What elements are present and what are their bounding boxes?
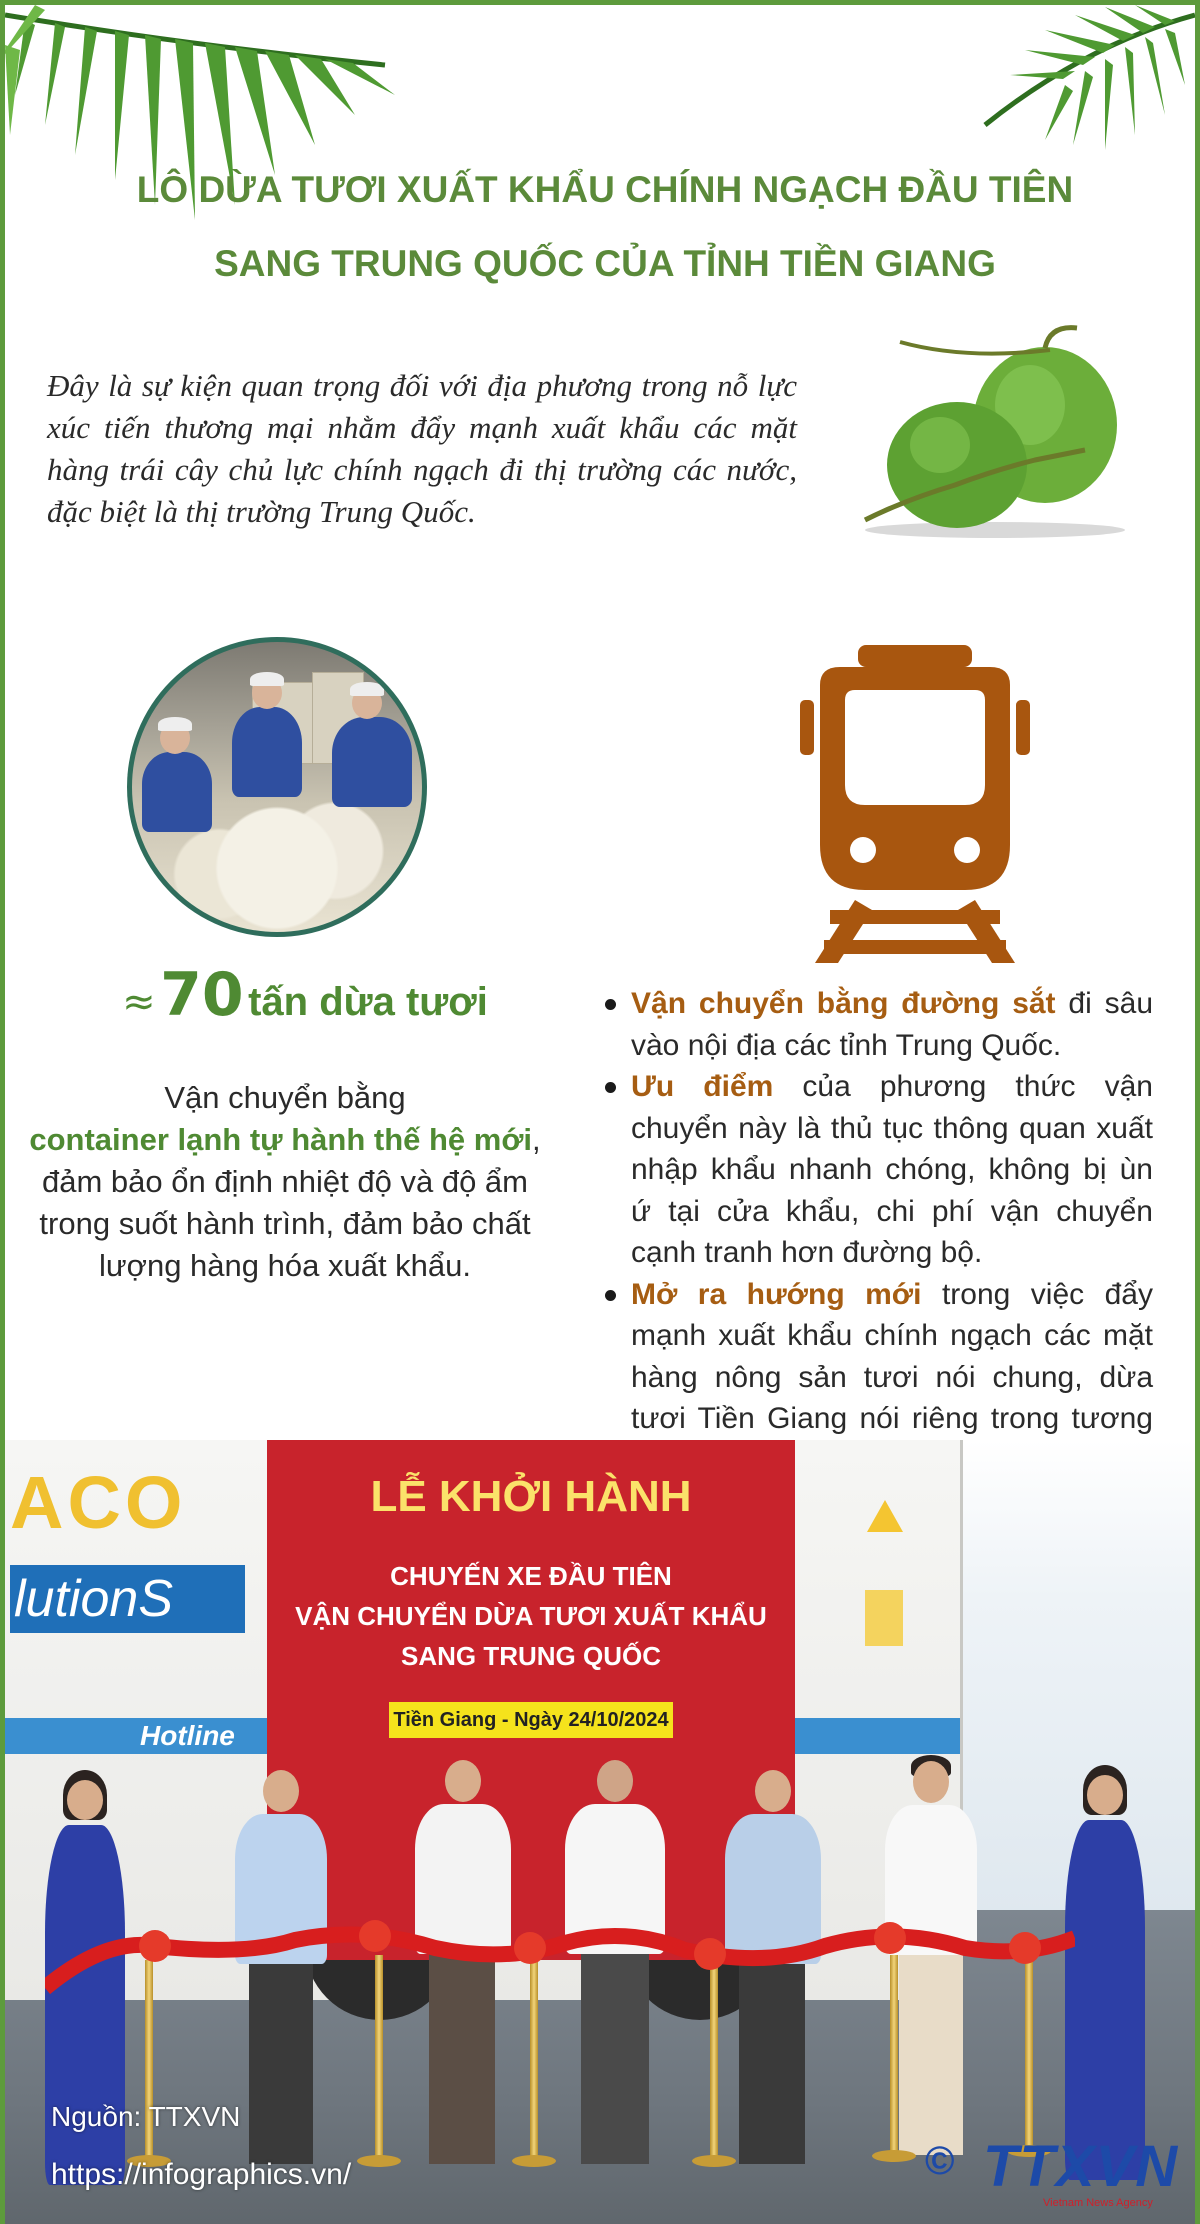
transport-line-1: Vận chuyển bằng [164,1080,406,1115]
workers-photo [127,637,427,937]
train-icon [800,645,1030,965]
bullet-text: trong việc đẩy mạnh xuất khẩu chính ngạch các mặt hàng nông sản tươi nói chung, dừa tươi Tiền Giang nói riêng trong tương [631,1277,1153,1435]
railway-benefits-list [603,983,1153,1481]
bullet-highlight: Vận chuyển bằng đường sắt [631,987,1056,1020]
palm-leaf-decoration-right [965,5,1195,155]
brand-subtitle: Vietnam News Agency [1043,2197,1153,2209]
title-line-2: SANG TRUNG QUỐC CỦA TỈNH TIỀN GIANG [214,243,996,284]
truck-hotline: Hotline [140,1720,235,1751]
banner-line-2: VẬN CHUYỂN DỪA TƯƠI XUẤT KHẨU [295,1601,767,1631]
banner-line-3: SANG TRUNG QUỐC [401,1641,661,1671]
bullet-highlight: Ưu điểm [631,1070,774,1103]
bullet-highlight: Mở ra hướng mới [631,1277,922,1311]
list-item [603,983,1153,1066]
transport-description [20,1077,550,1287]
coconut-illustration [845,320,1145,540]
warning-sign-icon [867,1500,903,1532]
approx-symbol: ≈ [122,979,156,1025]
copyright-icon: © [925,2139,955,2183]
list-item [603,1066,1153,1274]
tonnage-number: 70 [160,960,244,1030]
tonnage-unit: tấn dừa tươi [248,980,488,1024]
truck-logo-solutions: lutionS [10,1565,245,1633]
bullet-text: đi sâu vào nội địa các tỉnh Trung Quốc. [631,987,1154,1062]
truck-logo: ACO [10,1461,187,1544]
ttxvn-logo [925,2133,1195,2213]
bullet-text: của phương thức vận chuyển này là thủ tục thông quan xuất nhập khẩu nhanh chóng, không bị ùn ứ tại cửa khẩu, chi phí vận chuyển cạnh tranh hơn đường bộ. [631,1070,1153,1269]
red-ribbon [45,1918,1075,1998]
banner-subtitle [267,1556,795,1676]
banner-date: Tiền Giang - Ngày 24/10/2024 [389,1702,673,1738]
source-credit: Nguồn: TTXVN [51,2101,241,2132]
brand-name: TTXVN [983,2134,1179,2199]
banner-title: LỄ KHỞI HÀNH [370,1472,692,1521]
intro-paragraph: Đây là sự kiện quan trọng đối với địa phương trong nỗ lực xúc tiến thương mại nhằm đẩy mạnh xuất khẩu các mặt hàng trái cây chủ lực chính ngạch đi thị trường các nước, đặc biệt là thị trường Trung Quốc. [47,368,797,529]
page-title [5,153,1200,301]
website-link[interactable]: https://infographics.vn/ [51,2158,352,2191]
transport-rest: đảm bảo ổn định nhiệt độ và độ ẩm trong suốt hành trình, đảm bảo chất lượng hàng hóa xuất khẩu. [39,1164,531,1283]
event-banner [267,1440,795,1960]
tonnage-stat [45,960,565,1030]
transport-comma: , [532,1122,541,1157]
person-ao-dai-right [1065,1765,1145,2185]
caution-sticker [865,1590,903,1646]
transport-highlight: container lạnh tự hành thế hệ mới [29,1122,533,1157]
title-line-1: LÔ DỪA TƯƠI XUẤT KHẨU CHÍNH NGẠCH ĐẦU TIÊN [136,169,1074,210]
banner-line-1: CHUYẾN XE ĐẦU TIÊN [390,1561,672,1591]
